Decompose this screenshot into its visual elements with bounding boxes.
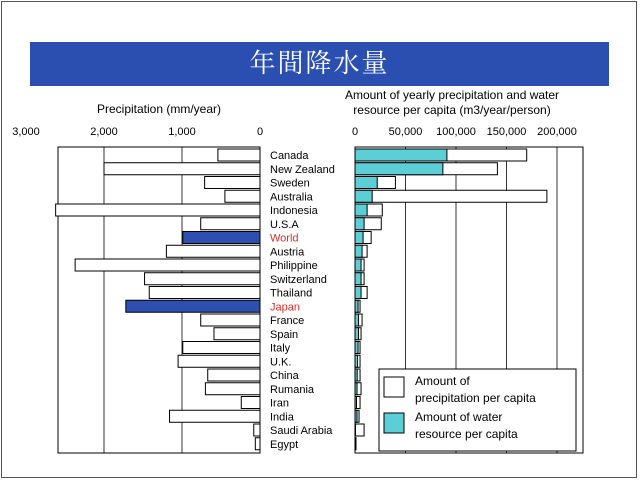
water-resource-bar-sweden (355, 177, 377, 189)
precip-bar-china (208, 369, 260, 381)
water-resource-bar-u-k (355, 355, 358, 367)
precip-per-capita-bar-australia (355, 190, 547, 202)
precip-bar-sweden (205, 177, 260, 189)
legend-label: precipitation per capita (415, 391, 536, 405)
legend-label: Amount of water (415, 410, 503, 424)
country-label-australia: Australia (270, 191, 313, 204)
country-label-india: India (270, 411, 294, 424)
legend-label: Amount of (415, 374, 470, 388)
country-label-indonesia: Indonesia (270, 205, 318, 217)
legend-label: resource per capita (415, 427, 518, 441)
water-resource-bar-saudi-arabia (355, 424, 356, 436)
water-resource-bar-indonesia (355, 204, 367, 216)
legend-swatch (384, 377, 404, 397)
country-label-world: World (270, 232, 299, 245)
precip-bar-world (183, 232, 260, 244)
water-resource-bar-japan (355, 300, 358, 312)
water-resource-bar-iran (355, 397, 357, 409)
right-tick-label: 50,000 (388, 126, 423, 138)
precip-bar-indonesia (56, 204, 260, 216)
country-label-france: France (270, 315, 305, 327)
country-label-u-s-a: U.S.A (270, 218, 299, 231)
country-labels (270, 150, 335, 451)
country-label-austria: Austria (270, 246, 305, 259)
water-resource-bar-philippine (355, 259, 361, 271)
country-label-rumania: Rumania (270, 383, 315, 396)
precip-bar-rumania (205, 383, 260, 395)
precip-bar-spain (214, 328, 260, 340)
water-resource-bar-italy (355, 342, 358, 354)
country-label-japan: Japan (270, 301, 300, 314)
water-resource-bar-india (355, 410, 357, 422)
water-resource-bar-thailand (355, 287, 361, 299)
water-resource-bar-rumania (355, 383, 357, 395)
precip-per-capita-bar-saudi-arabia (355, 424, 364, 436)
precip-bar-italy (183, 342, 260, 354)
precip-bar-iran (241, 397, 260, 409)
left-tick-label: 2,000 (90, 126, 118, 138)
right-tick-label: 0 (351, 126, 359, 138)
precip-bar-u-k (178, 355, 260, 367)
water-resource-bar-australia (355, 190, 372, 202)
water-resource-bar-china (355, 369, 357, 381)
left-chart-title: Precipitation (mm/year) (96, 102, 222, 116)
precip-bar-thailand (149, 287, 260, 299)
water-resource-bar-canada (355, 149, 447, 161)
precipitation-chart (12, 102, 263, 453)
country-label-spain: Spain (270, 328, 299, 341)
precip-bar-philippine (75, 259, 260, 271)
country-label-philippine: Philippine (270, 260, 318, 272)
country-label-iran: Iran (270, 397, 289, 410)
country-label-thailand: Thailand (270, 287, 313, 300)
chart-legend (379, 369, 576, 451)
precip-bar-australia (225, 190, 260, 202)
country-label-sweden: Sweden (270, 177, 310, 190)
precip-bar-austria (166, 245, 260, 257)
right-tick-label: 150,000 (486, 126, 527, 138)
country-label-switzerland: Switzerland (270, 273, 327, 286)
water-resource-bar-spain (355, 328, 359, 340)
water-resource-bar-u-s-a (355, 218, 364, 230)
water-resource-bar-egypt (355, 438, 356, 450)
water-resource-bar-world (355, 232, 363, 244)
right-chart-title-line: Amount of yearly precipitation and water (344, 88, 560, 102)
country-label-italy: Italy (270, 342, 291, 355)
right-tick-label: 200,000 (537, 126, 577, 138)
country-label-canada: Canada (270, 150, 309, 162)
right-chart-title-line: resource per capita (m3/year/person) (353, 103, 551, 117)
precip-bar-japan (126, 300, 260, 312)
water-resource-bar-switzerland (355, 273, 361, 285)
country-label-new-zealand: New Zealand (270, 163, 335, 176)
precip-bar-egypt (255, 438, 260, 450)
water-resource-bar-austria (355, 245, 362, 257)
precip-bar-saudi-arabia (254, 424, 260, 436)
precip-bar-switzerland (145, 273, 260, 285)
left-tick-label: 3,000 (12, 126, 40, 138)
precip-bar-canada (218, 149, 260, 161)
precip-bar-u-s-a (201, 218, 260, 230)
left-tick-label: 0 (256, 126, 264, 138)
country-label-saudi-arabia: Saudi Arabia (270, 425, 333, 437)
right-tick-label: 100,000 (436, 126, 476, 138)
water-resource-bar-france (355, 314, 359, 326)
left-tick-label: 1,000 (168, 126, 196, 138)
precip-bar-france (201, 314, 260, 326)
precip-bar-india (170, 410, 260, 422)
precip-bar-new-zealand (104, 163, 260, 175)
country-label-egypt: Egypt (270, 438, 299, 451)
water-resource-bar-new-zealand (355, 163, 443, 175)
country-label-u-k: U.K. (270, 356, 292, 369)
legend-swatch (384, 413, 404, 433)
slide-title: 年間降水量 (249, 49, 390, 79)
country-label-china: China (270, 370, 299, 382)
